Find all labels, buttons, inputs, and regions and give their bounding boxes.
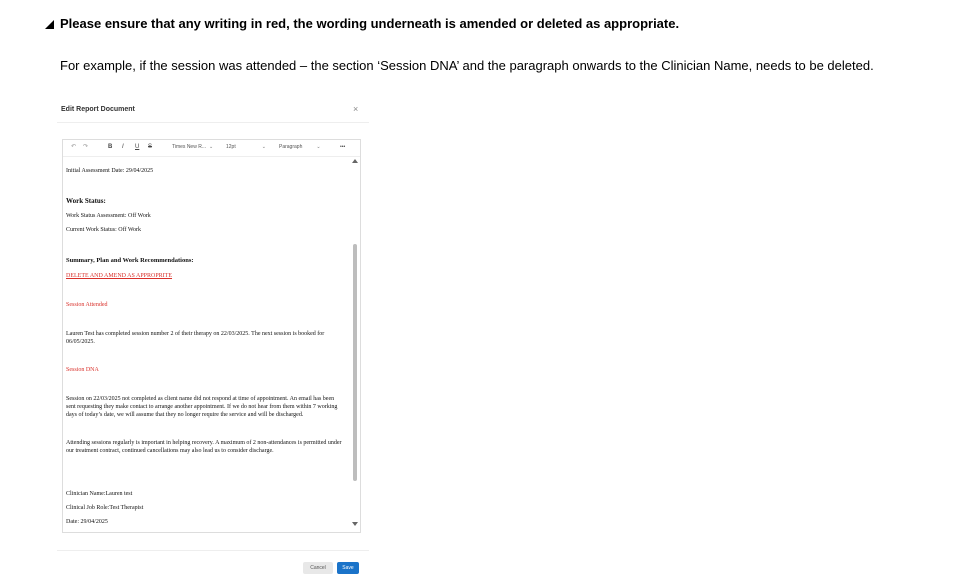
instruction-bullet bbox=[45, 16, 679, 31]
work-status-heading: Work Status: bbox=[66, 197, 106, 205]
chevron-down-icon: ⌄ bbox=[316, 144, 321, 150]
dialog-divider-top bbox=[57, 122, 369, 123]
save-button[interactable]: Save bbox=[337, 562, 359, 574]
underline-button[interactable]: U bbox=[135, 144, 140, 150]
block-format-value: Paragraph bbox=[279, 144, 303, 150]
undo-icon[interactable]: ↶ bbox=[71, 144, 77, 150]
rich-text-editor[interactable] bbox=[62, 139, 361, 533]
instruction-text: Please ensure that any writing in red, the wording underneath is amended or deleted as appropriate. bbox=[60, 16, 680, 31]
session-dna-label: Session DNA bbox=[66, 367, 99, 373]
block-format-select[interactable] bbox=[279, 143, 321, 151]
session-dna-paragraph: Session on 22/03/2025 not completed as client name did not respond at time of appointment. An email has been sent requesting they make contact to arrange another appointment. If we do not hear from them within 7 working days of today’s date, we will assume that they no longer require the service and will be discharged. bbox=[66, 396, 338, 418]
cancel-button[interactable]: Cancel bbox=[303, 562, 333, 574]
redo-icon[interactable]: ↷ bbox=[83, 144, 89, 150]
initial-assessment-date: Initial Assessment Date: 29/04/2025 bbox=[66, 168, 154, 174]
font-family-value: Times New R... bbox=[172, 144, 206, 150]
clinician-name: Clinician Name:Lauren test bbox=[66, 491, 133, 497]
scroll-up-arrow-icon[interactable] bbox=[352, 159, 358, 163]
example-text: For example, if the session was attended – the section ‘Session DNA’ and the paragraph onwards to the Clinician Name, needs to be deleted. bbox=[60, 58, 874, 73]
dialog-divider-bottom bbox=[57, 550, 369, 551]
scrollbar-thumb[interactable] bbox=[353, 244, 357, 481]
edit-report-dialog bbox=[57, 99, 369, 569]
chevron-down-icon: ⌄ bbox=[208, 144, 214, 150]
more-options-icon[interactable]: ••• bbox=[340, 144, 346, 150]
clinical-job-role: Clinical Job Role:Test Therapist bbox=[66, 505, 144, 511]
triangle-bullet-icon bbox=[45, 20, 54, 29]
font-family-select[interactable] bbox=[172, 143, 213, 151]
font-size-select[interactable] bbox=[226, 143, 266, 151]
editor-scrollbar[interactable] bbox=[351, 157, 360, 531]
bold-button[interactable]: B bbox=[108, 144, 113, 150]
delete-amend-notice: DELETE AND AMEND AS APPROPRITE bbox=[66, 273, 173, 279]
scroll-down-arrow-icon[interactable] bbox=[352, 522, 358, 526]
editor-toolbar bbox=[63, 140, 360, 157]
work-status-assessment: Work Status Assessment: Off Work bbox=[66, 213, 151, 219]
font-size-value: 12pt bbox=[226, 144, 236, 150]
close-icon[interactable]: × bbox=[353, 104, 359, 114]
italic-button[interactable]: I bbox=[122, 144, 124, 150]
dialog-title: Edit Report Document bbox=[61, 106, 135, 113]
editor-content[interactable] bbox=[63, 157, 350, 531]
strikethrough-button[interactable]: S bbox=[148, 144, 153, 150]
session-attended-paragraph: Lauren Test has completed session number 2 of their therapy on 22/03/2025. The next session is booked for 06/05/2025. bbox=[66, 331, 325, 345]
chevron-down-icon: ⌄ bbox=[261, 144, 266, 150]
summary-heading: Summary, Plan and Work Recommendations: bbox=[66, 257, 194, 264]
session-attended-label: Session Attended bbox=[66, 302, 108, 308]
current-work-status: Current Work Status: Off Work bbox=[66, 227, 142, 233]
attendance-paragraph: Attending sessions regularly is important in helping recovery. A maximum of 2 non-attendances is permitted under our treatment contract, continued cancellations may also lead us to consider discharge. bbox=[66, 440, 342, 454]
date-line: Date: 29/04/2025 bbox=[66, 519, 108, 525]
